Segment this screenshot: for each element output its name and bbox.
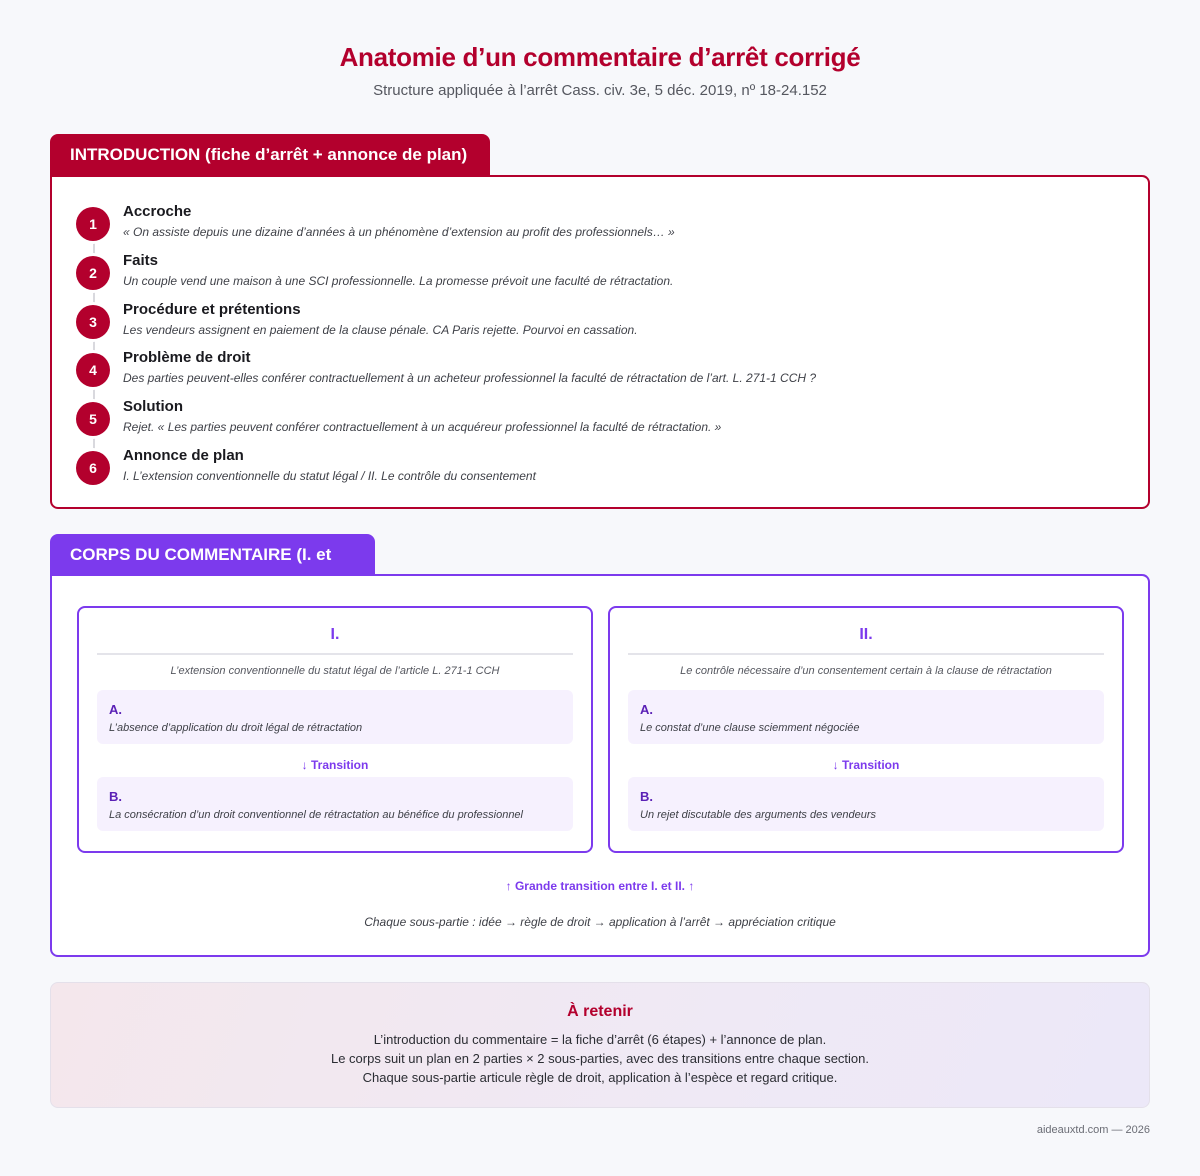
subpart-b: [628, 777, 1104, 831]
part-numeral: II.: [859, 626, 873, 643]
step-number-badge: 2: [76, 256, 110, 290]
subpart-text: Un rejet discutable des arguments des vendeurs: [640, 809, 877, 821]
intro-step: [76, 254, 1116, 298]
intro-section-tab: INTRODUCTION (fiche d’arrêt + annonce de plan): [50, 134, 490, 176]
step-number-badge: 3: [76, 305, 110, 339]
key-takeaways-title: À retenir: [567, 1003, 633, 1020]
key-takeaway-line: Le corps suit un plan en 2 parties × 2 sous-parties, avec des transitions entre chaque section.: [330, 1051, 869, 1066]
part-title: L’extension conventionnelle du statut légal de l’article L. 271-1 CCH: [170, 665, 500, 677]
subpart-b: [97, 777, 573, 831]
intro-step: [76, 400, 1116, 444]
corps-section-tab: CORPS DU COMMENTAIRE (I. et: [50, 534, 375, 576]
part-divider: [628, 653, 1104, 655]
intro-section-box: [50, 175, 1150, 509]
intro-step: [76, 449, 1116, 493]
part-numeral: I.: [330, 626, 340, 643]
page-title: Anatomie d’un commentaire d’arrêt corrigé: [339, 42, 861, 72]
grand-transition-label: ↑ Grande transition entre I. et II. ↑: [505, 879, 695, 893]
subpart-a: [97, 690, 573, 744]
subpart-text: L’absence d’application du droit légal de rétractation: [109, 722, 363, 734]
part-one-card: [77, 606, 593, 853]
footer-credit: aideauxtd.com — 2026: [1036, 1124, 1150, 1136]
step-description: Un couple vend une maison à une SCI professionnelle. La promesse prévoit une faculté de rétractation.: [123, 274, 674, 288]
step-number-badge: 6: [76, 451, 110, 485]
intro-step: [76, 205, 1116, 249]
intro-step: [76, 351, 1116, 395]
key-takeaway-line: Chaque sous-partie articule règle de droit, application à l’espèce et regard critique.: [362, 1070, 838, 1085]
key-takeaways-box: [50, 982, 1150, 1108]
part-divider: [97, 653, 573, 655]
step-title: Accroche: [123, 203, 192, 220]
subpart-letter: A.: [640, 702, 653, 717]
transition-label: ↓ Transition: [832, 758, 900, 772]
corps-section-box: [50, 574, 1150, 957]
step-title: Solution: [123, 398, 183, 415]
subpart-letter: B.: [109, 789, 122, 804]
part-two-card: [608, 606, 1124, 853]
method-note: Chaque sous-partie : idée → règle de droit → application à l’arrêt → appréciation critique: [364, 915, 836, 929]
page-subtitle: Structure appliquée à l’arrêt Cass. civ. 3e, 5 déc. 2019, nº 18-24.152: [373, 82, 827, 99]
step-number-badge: 5: [76, 402, 110, 436]
step-description: Des parties peuvent-elles conférer contractuellement à un acheteur professionnel la faculté de rétractation de l’art. L. 271-1 CCH ?: [123, 371, 817, 385]
intro-step: [76, 303, 1116, 347]
subpart-letter: A.: [109, 702, 122, 717]
step-description: I. L’extension conventionnelle du statut légal / II. Le contrôle du consentement: [123, 469, 536, 483]
step-description: « On assiste depuis une dizaine d’années à un phénomène d’extension au profit des professionnels… »: [123, 225, 675, 239]
step-title: Annonce de plan: [123, 447, 244, 464]
step-description: Rejet. « Les parties peuvent conférer contractuellement à un acquéreur professionnel la faculté de rétractation. »: [123, 420, 722, 434]
step-description: Les vendeurs assignent en paiement de la clause pénale. CA Paris rejette. Pourvoi en cassation.: [123, 323, 638, 337]
step-number-badge: 4: [76, 353, 110, 387]
transition-label: ↓ Transition: [301, 758, 369, 772]
subpart-letter: B.: [640, 789, 653, 804]
subpart-text: La consécration d’un droit conventionnel de rétractation au bénéfice du professionnel: [109, 809, 523, 821]
key-takeaway-line: L’introduction du commentaire = la fiche d’arrêt (6 étapes) + l’annonce de plan.: [373, 1032, 827, 1047]
step-title: Faits: [123, 252, 159, 269]
step-title: Problème de droit: [123, 349, 251, 366]
part-title: Le contrôle nécessaire d’un consentement certain à la clause de rétractation: [680, 665, 1052, 677]
subpart-text: Le constat d’une clause sciemment négociée: [640, 722, 860, 734]
step-title: Procédure et prétentions: [123, 301, 301, 318]
step-number-badge: 1: [76, 207, 110, 241]
subpart-a: [628, 690, 1104, 744]
